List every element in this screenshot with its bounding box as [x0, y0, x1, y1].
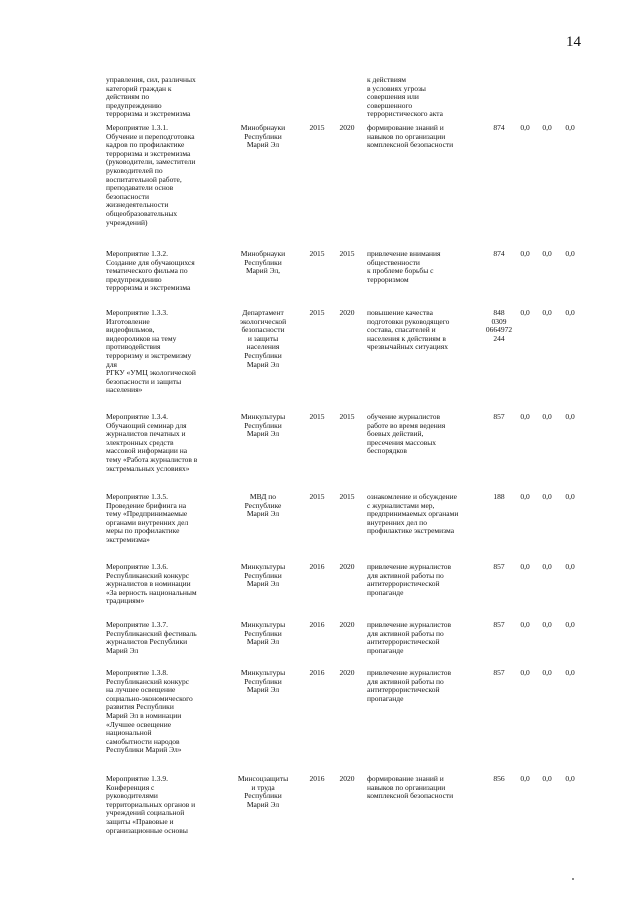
- measure-name: [106, 775, 218, 835]
- expected-result-line: формирование знаний и: [367, 774, 444, 783]
- expected-result-line: антитеррористической: [367, 685, 440, 695]
- expected-result-line: профилактике экстремизма: [367, 526, 455, 536]
- expected-result-line: внутренних дел по: [367, 517, 427, 527]
- measure-name-line: населения»: [106, 385, 143, 395]
- value-1: 0,0: [520, 668, 530, 677]
- expected-result-line: комплексной безопасности: [367, 791, 454, 801]
- expected-result-line: формирование знаний и: [367, 123, 444, 132]
- budget-code: [484, 413, 514, 422]
- value-2: 0,0: [542, 308, 552, 317]
- measure-name-line: кадров по профилактике: [106, 140, 185, 150]
- expected-result-line: боевых действий,: [367, 429, 424, 439]
- expected-result-line: с журналистами мер,: [367, 500, 435, 510]
- expected-result-line: для активной работы по: [367, 570, 444, 580]
- measure-name-line: органами внутренних дел: [106, 517, 189, 527]
- value-3: 0,0: [565, 123, 575, 132]
- executor-line: Минкультуры: [240, 668, 286, 677]
- executor-line: Минкультуры: [240, 412, 286, 421]
- measure-name-line: Обучение и переподготовка: [106, 131, 195, 141]
- expected-result-line: привлечение журналистов: [367, 562, 452, 571]
- budget-code-line: 874: [493, 249, 505, 258]
- expected-result-line: навыков по организации: [367, 131, 446, 141]
- measure-name-line: Мероприятие 1.3.8.: [106, 668, 168, 677]
- expected-result: [367, 250, 474, 284]
- executor-line: Марий Эл: [246, 579, 280, 589]
- executor-line: Республики: [244, 628, 282, 638]
- executor-line: Марий Эл: [246, 637, 280, 647]
- measure-name: [106, 76, 218, 119]
- measure-name-line: Изготовление: [106, 316, 150, 326]
- expected-result-line: населения к действиям в: [367, 333, 446, 343]
- measure-name-line: терроризма и экстремизма: [106, 283, 191, 293]
- expected-result-line: совершенного: [367, 100, 413, 110]
- executor-line: Минобрнауки: [240, 249, 286, 258]
- measure-name-line: видеофильмов,: [106, 325, 155, 335]
- measure-name-line: для: [106, 359, 118, 369]
- measure-name-line: «Лучшее освещение: [106, 719, 172, 729]
- measure-name-line: «За верность национальным: [106, 587, 197, 597]
- measure-name-line: экстремальных условиях»: [106, 463, 190, 473]
- executor: [228, 413, 298, 439]
- measure-name-line: Мероприятие 1.3.3.: [106, 308, 168, 317]
- executor-line: Марий Эл: [246, 359, 280, 369]
- measure-name: [106, 621, 218, 655]
- budget-code: [484, 250, 514, 259]
- expected-result-line: терроризмом: [367, 274, 409, 284]
- executor: [228, 669, 298, 695]
- executor: [228, 621, 298, 647]
- measure-name-line: защиты «Правовые и: [106, 816, 174, 826]
- expected-result-line: к действиям: [367, 75, 407, 84]
- measure-name-line: воспитательной работе,: [106, 174, 182, 184]
- value-1: 0,0: [520, 620, 530, 629]
- measure-name-line: Марий Эл: [106, 645, 139, 655]
- value-3: 0,0: [565, 492, 575, 501]
- expected-result-line: общественности: [367, 257, 420, 267]
- expected-result-line: пресечения массовых: [367, 437, 437, 447]
- measure-name-line: тему «Предпринимаемые: [106, 509, 188, 519]
- executor-line: экологической: [239, 316, 287, 326]
- executor-line: Марий Эл: [246, 509, 280, 519]
- end-year: 2015: [339, 492, 355, 501]
- budget-code-line: 857: [493, 562, 505, 571]
- expected-result: [367, 124, 474, 150]
- measure-name: [106, 563, 218, 606]
- expected-result: [367, 413, 474, 456]
- measure-name-line: руководителями: [106, 791, 158, 801]
- end-year: 2020: [339, 562, 355, 571]
- executor-line: населения: [246, 342, 280, 352]
- measure-name-line: Проведение брифинга на: [106, 500, 187, 510]
- expected-result-line: навыков по организации: [367, 782, 446, 792]
- measure-name-line: учреждений): [106, 217, 148, 227]
- budget-code: [484, 493, 514, 502]
- executor-line: Республики: [244, 420, 282, 430]
- budget-code: [484, 309, 514, 343]
- budget-code-line: 856: [493, 774, 505, 783]
- end-year: 2020: [339, 668, 355, 677]
- executor-line: и труда: [251, 782, 275, 792]
- executor-line: и защиты: [247, 333, 279, 343]
- budget-code-line: 188: [493, 492, 505, 501]
- executor: [228, 124, 298, 150]
- end-year: 2020: [339, 774, 355, 783]
- measure-name-line: развития Республики: [106, 702, 174, 712]
- executor-line: Марий Эл: [246, 799, 280, 809]
- executor-line: МВД по: [249, 492, 277, 501]
- measure-name-line: территориальных органов и: [106, 799, 196, 809]
- measure-name-line: жизнедеятельности: [106, 200, 169, 210]
- measure-name-line: противодействия: [106, 342, 161, 352]
- executor: [228, 250, 298, 276]
- expected-result-line: предпринимаемых органами: [367, 509, 459, 519]
- measure-name-line: управления, сил, различных: [106, 75, 196, 84]
- measure-name-line: терроризму и экстремизму: [106, 350, 192, 360]
- measure-name-line: Мероприятие 1.3.5.: [106, 492, 168, 501]
- measure-name: [106, 124, 218, 227]
- start-year: 2016: [309, 562, 325, 571]
- expected-result-line: обучение журналистов: [367, 412, 441, 421]
- budget-code-line: 857: [493, 620, 505, 629]
- budget-code-line: 244: [493, 333, 505, 343]
- executor-line: Марий Эл: [246, 140, 280, 150]
- executor: [228, 563, 298, 589]
- start-year: 2015: [309, 123, 325, 132]
- end-year: 2015: [339, 412, 355, 421]
- budget-code-line: 857: [493, 668, 505, 677]
- value-2: 0,0: [542, 492, 552, 501]
- budget-code: [484, 563, 514, 572]
- measure-name: [106, 493, 218, 545]
- value-3: 0,0: [565, 249, 575, 258]
- executor-line: Департамент: [242, 308, 284, 317]
- measure-name-line: Марий Эл в номинации: [106, 710, 182, 720]
- measure-name-line: организационные основы: [106, 825, 188, 835]
- expected-result-line: повышение качества: [367, 308, 433, 317]
- executor-line: Республики: [244, 791, 282, 801]
- measure-name-line: Мероприятие 1.3.7.: [106, 620, 168, 629]
- measure-name-line: Конференция с: [106, 782, 155, 792]
- measure-name-line: Республиканский конкурс: [106, 676, 190, 686]
- executor-line: Марий Эл: [246, 429, 280, 439]
- measure-name-line: Мероприятие 1.3.4.: [106, 412, 168, 421]
- measure-name-line: руководителей по: [106, 165, 163, 175]
- expected-result-line: пропаганде: [367, 587, 404, 597]
- measure-name-line: социально-экономического: [106, 693, 193, 703]
- page-number: 14: [566, 34, 581, 50]
- value-2: 0,0: [542, 562, 552, 571]
- measure-name-line: тему «Работа журналистов в: [106, 454, 198, 464]
- start-year: 2015: [309, 308, 325, 317]
- end-year: 2015: [339, 249, 355, 258]
- budget-code: [484, 124, 514, 133]
- measure-name: [106, 309, 218, 395]
- measure-name-line: категорий граждан к: [106, 83, 172, 93]
- start-year: 2015: [309, 249, 325, 258]
- value-2: 0,0: [542, 774, 552, 783]
- measure-name-line: терроризма и экстремизма: [106, 148, 191, 158]
- budget-code: [484, 621, 514, 630]
- expected-result-line: совершения или: [367, 92, 419, 102]
- measure-name-line: Мероприятие 1.3.9.: [106, 774, 168, 783]
- value-2: 0,0: [542, 620, 552, 629]
- measure-name-line: журналистов в номинации: [106, 579, 191, 589]
- value-3: 0,0: [565, 620, 575, 629]
- budget-code-line: 0309: [491, 316, 507, 326]
- executor-line: Минкультуры: [240, 562, 286, 571]
- expected-result-line: для активной работы по: [367, 676, 444, 686]
- measure-name-line: меры по профилактике: [106, 526, 180, 536]
- measure-name-line: Республиканский конкурс: [106, 570, 190, 580]
- measure-name-line: предупреждению: [106, 274, 162, 284]
- value-3: 0,0: [565, 412, 575, 421]
- executor-line: Республики: [244, 350, 282, 360]
- budget-code: [484, 669, 514, 678]
- value-1: 0,0: [520, 123, 530, 132]
- value-3: 0,0: [565, 562, 575, 571]
- end-year: 2020: [339, 308, 355, 317]
- value-2: 0,0: [542, 412, 552, 421]
- measure-name-line: Республики Марий Эл»: [106, 745, 182, 755]
- value-1: 0,0: [520, 492, 530, 501]
- expected-result-line: ознакомление и обсуждение: [367, 492, 457, 501]
- expected-result-line: антитеррористической: [367, 637, 440, 647]
- measure-name-line: учреждений социальной: [106, 808, 185, 818]
- expected-result-line: чрезвычайных ситуациях: [367, 342, 449, 352]
- expected-result: [367, 493, 474, 536]
- measure-name-line: общеобразовательных: [106, 208, 178, 218]
- expected-result: [367, 775, 474, 801]
- measure-name-line: Мероприятие 1.3.6.: [106, 562, 168, 571]
- budget-code: [484, 775, 514, 784]
- scan-speck: [572, 878, 574, 880]
- expected-result-line: антитеррористической: [367, 579, 440, 589]
- start-year: 2016: [309, 620, 325, 629]
- value-2: 0,0: [542, 249, 552, 258]
- budget-code-line: 0664972: [485, 325, 513, 335]
- measure-name-line: Мероприятие 1.3.1.: [106, 123, 168, 132]
- expected-result-line: пропаганде: [367, 693, 404, 703]
- expected-result-line: комплексной безопасности: [367, 140, 454, 150]
- measure-name-line: безопасности: [106, 191, 150, 201]
- executor-line: безопасности: [241, 325, 285, 335]
- expected-result-line: подготовки руководящего: [367, 316, 450, 326]
- measure-name-line: журналистов печатных и: [106, 429, 186, 439]
- expected-result-line: привлечение журналистов: [367, 668, 452, 677]
- expected-result-line: привлечение внимания: [367, 249, 441, 258]
- value-2: 0,0: [542, 668, 552, 677]
- executor-line: Республики: [244, 131, 282, 141]
- measure-name-line: Создание для обучающихся: [106, 257, 195, 267]
- budget-code-line: 848: [493, 308, 505, 317]
- measure-name-line: экстремизма»: [106, 534, 150, 544]
- measure-name-line: действиям по: [106, 92, 150, 102]
- value-3: 0,0: [565, 308, 575, 317]
- measure-name: [106, 669, 218, 755]
- expected-result-line: привлечение журналистов: [367, 620, 452, 629]
- value-3: 0,0: [565, 774, 575, 783]
- executor-line: Республике: [244, 500, 282, 510]
- start-year: 2016: [309, 668, 325, 677]
- expected-result-line: для активной работы по: [367, 628, 444, 638]
- start-year: 2015: [309, 412, 325, 421]
- expected-result-line: беспорядков: [367, 446, 407, 456]
- measure-name-line: журналистов Республики: [106, 637, 188, 647]
- executor: [228, 493, 298, 519]
- executor-line: Минобрнауки: [240, 123, 286, 132]
- executor-line: Минсоцзащиты: [237, 774, 289, 783]
- executor-line: Марий Эл,: [245, 266, 281, 276]
- executor-line: Республики: [244, 676, 282, 686]
- measure-name-line: видеороликов на тему: [106, 333, 177, 343]
- value-1: 0,0: [520, 249, 530, 258]
- budget-code-line: 874: [493, 123, 505, 132]
- measure-name-line: традициям»: [106, 596, 145, 606]
- measure-name-line: РГКУ «УМЦ экологической: [106, 368, 196, 378]
- value-2: 0,0: [542, 123, 552, 132]
- expected-result-line: к проблеме борьбы с: [367, 266, 434, 276]
- expected-result: [367, 309, 474, 352]
- measure-name: [106, 250, 218, 293]
- executor-line: Республики: [244, 257, 282, 267]
- expected-result: [367, 669, 474, 703]
- measure-name-line: Обучающий семинар для: [106, 420, 187, 430]
- value-1: 0,0: [520, 412, 530, 421]
- end-year: 2020: [339, 123, 355, 132]
- expected-result-line: работе во время ведения: [367, 420, 446, 430]
- budget-code-line: 857: [493, 412, 505, 421]
- measure-name: [106, 413, 218, 473]
- executor-line: Республики: [244, 570, 282, 580]
- measure-name-line: (руководители, заместители: [106, 157, 196, 167]
- value-3: 0,0: [565, 668, 575, 677]
- value-1: 0,0: [520, 308, 530, 317]
- executor-line: Минкультуры: [240, 620, 286, 629]
- expected-result: [367, 76, 474, 119]
- measure-name-line: Мероприятие 1.3.2.: [106, 249, 168, 258]
- start-year: 2016: [309, 774, 325, 783]
- measure-name-line: преподаватели основ: [106, 183, 174, 193]
- measure-name-line: массовой информации на: [106, 446, 188, 456]
- measure-name-line: на лучшее освещение: [106, 685, 176, 695]
- measure-name-line: терроризма и экстремизма: [106, 109, 191, 119]
- value-1: 0,0: [520, 562, 530, 571]
- measure-name-line: Республиканский фестиваль: [106, 628, 197, 638]
- measure-name-line: предупреждению: [106, 100, 162, 110]
- start-year: 2015: [309, 492, 325, 501]
- executor: [228, 775, 298, 809]
- measure-name-line: тематического фильма по: [106, 266, 188, 276]
- value-1: 0,0: [520, 774, 530, 783]
- executor-line: Марий Эл: [246, 685, 280, 695]
- measure-name-line: безопасности и защиты: [106, 376, 182, 386]
- expected-result-line: в условиях угрозы: [367, 83, 426, 93]
- expected-result-line: террористического акта: [367, 109, 443, 119]
- expected-result: [367, 621, 474, 655]
- measure-name-line: самобытности народов: [106, 736, 180, 746]
- expected-result-line: состава, спасателей и: [367, 325, 436, 335]
- end-year: 2020: [339, 620, 355, 629]
- measure-name-line: электронных средств: [106, 437, 174, 447]
- expected-result: [367, 563, 474, 597]
- executor: [228, 309, 298, 369]
- expected-result-line: пропаганде: [367, 645, 404, 655]
- measure-name-line: национальной: [106, 728, 152, 738]
